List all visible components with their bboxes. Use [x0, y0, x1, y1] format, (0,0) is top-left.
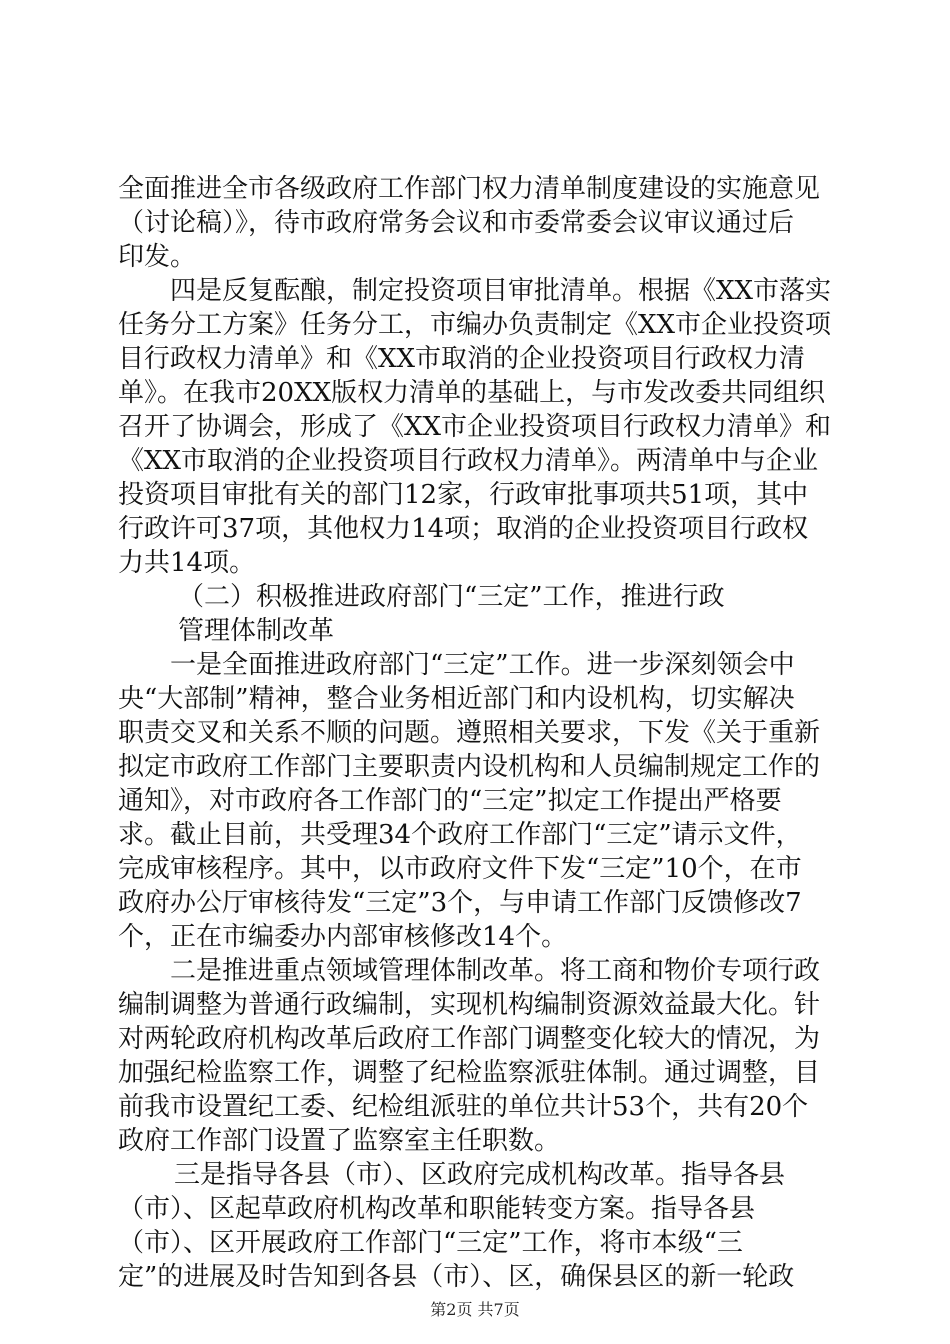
paragraph-4-line-6: 政府工作部门设置了监察室主任职数。 [118, 1126, 561, 1156]
paragraph-5-line-4: 定”的进展及时告知到各县（市）、区，确保县区的新一轮政 [118, 1262, 795, 1292]
paragraph-5-line-2: （市）、区起草政府机构改革和职能转变方案。指导各县 [118, 1194, 756, 1224]
paragraph-4-line-1: 二是推进重点领域管理体制改革。将工商和物价专项行政 [170, 956, 821, 986]
section-heading-line-1: （二）积极推进政府部门“三定”工作，推进行政 [178, 582, 725, 612]
paragraph-4-line-2: 编制调整为普通行政编制，实现机构编制资源效益最大化。针 [118, 990, 821, 1020]
paragraph-3-line-6: 求。截止目前，共受理34个政府工作部门“三定”请示文件， [118, 820, 802, 850]
paragraph-2-line-3: 目行政权力清单》和《XX市取消的企业投资项目行政权力清 [118, 344, 806, 374]
paragraph-3-line-8: 政府办公厅审核待发“三定”3个，与申请工作部门反馈修改7 [118, 888, 802, 918]
paragraph-3-line-9: 个，正在市编委办内部审核修改14个。 [118, 922, 568, 952]
paragraph-1-line-1: 全面推进全市各级政府工作部门权力清单制度建设的实施意见 [118, 174, 821, 204]
paragraph-3-line-1: 一是全面推进政府部门“三定”工作。进一步深刻领会中 [170, 650, 795, 680]
paragraph-2-line-5: 召开了协调会，形成了《XX市企业投资项目行政权力清单》和 [118, 412, 832, 442]
paragraph-2-line-4: 单》。在我市20XX版权力清单的基础上，与市发改委共同组织 [118, 378, 826, 408]
section-heading-line-2: 管理体制改革 [178, 616, 335, 646]
paragraph-2-line-2: 任务分工方案》任务分工，市编办负责制定《XX市企业投资项 [118, 310, 832, 340]
paragraph-3-line-5: 通知》，对市政府各工作部门的“三定”拟定工作提出严格要 [118, 786, 782, 816]
paragraph-2-line-8: 行政许可37项，其他权力14项；取消的企业投资项目行政权 [118, 514, 809, 544]
paragraph-3-line-3: 职责交叉和关系不顺的问题。遵照相关要求，下发《关于重新 [118, 718, 821, 748]
paragraph-4-line-3: 对两轮政府机构改革后政府工作部门调整变化较大的情况，为 [118, 1024, 821, 1054]
paragraph-3-line-4: 拟定市政府工作部门主要职责内设机构和人员编制规定工作的 [118, 752, 821, 782]
paragraph-2-line-1: 四是反复酝酿，制定投资项目审批清单。根据《XX市落实 [170, 276, 832, 306]
paragraph-4-line-4: 加强纪检监察工作，调整了纪检监察派驻体制。通过调整，目 [118, 1058, 821, 1088]
paragraph-1-line-2: （讨论稿）》，待市政府常务会议和市委常委会议审议通过后 [118, 208, 795, 238]
paragraph-5-line-3: （市）、区开展政府工作部门“三定”工作，将市本级“三 [118, 1228, 743, 1258]
paragraph-4-line-5: 前我市设置纪工委、纪检组派驻的单位共计53个，共有20个 [118, 1092, 809, 1122]
paragraph-2-line-6: 《XX市取消的企业投资项目行政权力清单》。两清单中与企业 [118, 446, 819, 476]
page-number-footer: 第2页 共7页 [430, 1300, 520, 1319]
paragraph-5-line-1: 三是指导各县（市）、区政府完成机构改革。指导各县 [174, 1160, 786, 1190]
paragraph-3-line-2: 央“大部制”精神，整合业务相近部门和内设机构，切实解决 [118, 684, 795, 714]
paragraph-1-line-3: 印发。 [118, 242, 197, 272]
paragraph-2-line-7: 投资项目审批有关的部门12家，行政审批事项共51项，其中 [118, 480, 809, 510]
paragraph-3-line-7: 完成审核程序。其中，以市政府文件下发“三定”10个，在市 [118, 854, 802, 884]
paragraph-2-line-9: 力共14项。 [118, 548, 256, 578]
